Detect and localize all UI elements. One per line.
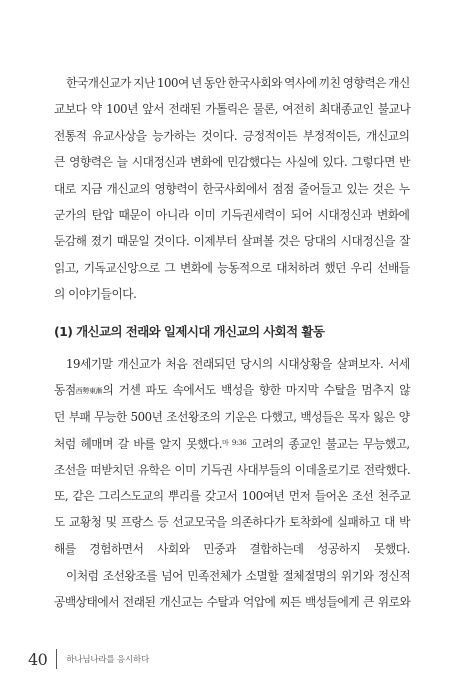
text-line: 도 교황청 및 프랑스 등 선교모국을 의존하다가 토착화에 실패하고 대 박 <box>54 515 411 530</box>
page-footer <box>28 648 149 670</box>
text-fragment: 처럼 헤매며 갈 바를 알지 못했다. <box>54 437 223 452</box>
text-line: 던 부패 무능한 500년 조선왕조의 기운은 다했고, 백성들은 목자 잃은 양 <box>54 409 410 424</box>
body-paragraph-3 <box>54 563 410 616</box>
text-line: 큰 영향력은 늘 시대정신과 변화에 민감했다는 사실에 있다. 그렇다면 반 <box>54 155 411 170</box>
text-line: 한국개신교가 지난 100여 년 동안 한국사회와 역사에 끼친 영향력은 개신 <box>66 76 410 90</box>
text-fragment: 고려의 종교인 불교는 무능했고, <box>246 437 410 452</box>
text-line: 대로 지금 개신교의 영향력이 한국사회에서 점점 줄어들고 있는 것은 누 <box>54 181 410 196</box>
body-paragraph-2 <box>54 351 410 562</box>
bible-reference: 마 9:36 <box>222 439 247 448</box>
text-line: 또, 같은 그리스도교의 뿌리를 갖고서 100여년 먼저 들어온 조선 천주교 <box>54 488 411 503</box>
footer-divider <box>56 649 57 669</box>
text-line: 의 이야기들이다. <box>54 287 137 302</box>
section-heading: (1) 개신교의 전래와 일제시대 개신교의 사회적 활동 <box>54 324 325 339</box>
text-line: 조선을 떠받치던 유학은 이미 기득권 사대부들의 이데올로기로 전락했다. <box>54 462 411 477</box>
text-line: 읽고, 기독교신앙으로 그 변화에 능동적으로 대처하려 했던 우리 선배들 <box>54 260 410 275</box>
text-line: 둔감해 졌기 때문일 것이다. 이제부터 살펴볼 것은 당대의 시대정신을 잘 <box>54 234 411 249</box>
text-line-with-reference <box>54 430 410 456</box>
text-line: 교보다 약 100년 앞서 전래된 가톨릭은 물론, 여전히 최대종교인 불교나 <box>54 102 411 117</box>
hanja-annotation: 西勢東漸 <box>75 387 103 396</box>
text-line-with-hanja <box>54 377 410 403</box>
text-fragment: 동점 <box>54 383 76 398</box>
body-paragraph-1 <box>54 70 410 308</box>
text-line: 19세기말 개신교가 처음 전래되던 당시의 시대상황을 살펴보자. 서세 <box>66 357 410 371</box>
text-line: 군가의 탄압 때문이 아니라 이미 기득권세력이 되어 시대정신과 변화에 <box>54 207 410 222</box>
text-line: 공백상태에서 전래된 개신교는 수탈과 억압에 찌든 백성들에게 큰 위로와 <box>54 595 411 610</box>
text-fragment: 의 거센 파도 속에서도 백성을 향한 마지막 수탈을 멈추지 않 <box>102 383 411 398</box>
text-line: 해를 경험하면서 사회와 민중과 결합하는데 성공하지 못했다. <box>54 541 410 556</box>
text-line: 전통적 유교사상을 능가하는 것이다. 긍정적이든 부정적이든, 개신교의 <box>54 128 410 143</box>
text-line: 이처럼 조선왕조를 넘어 민족전체가 소멸할 절체절명의 위기와 정신적 <box>66 569 411 583</box>
page-number: 40 <box>28 649 48 669</box>
running-title: 하나님나라를 응시하다 <box>66 655 149 665</box>
